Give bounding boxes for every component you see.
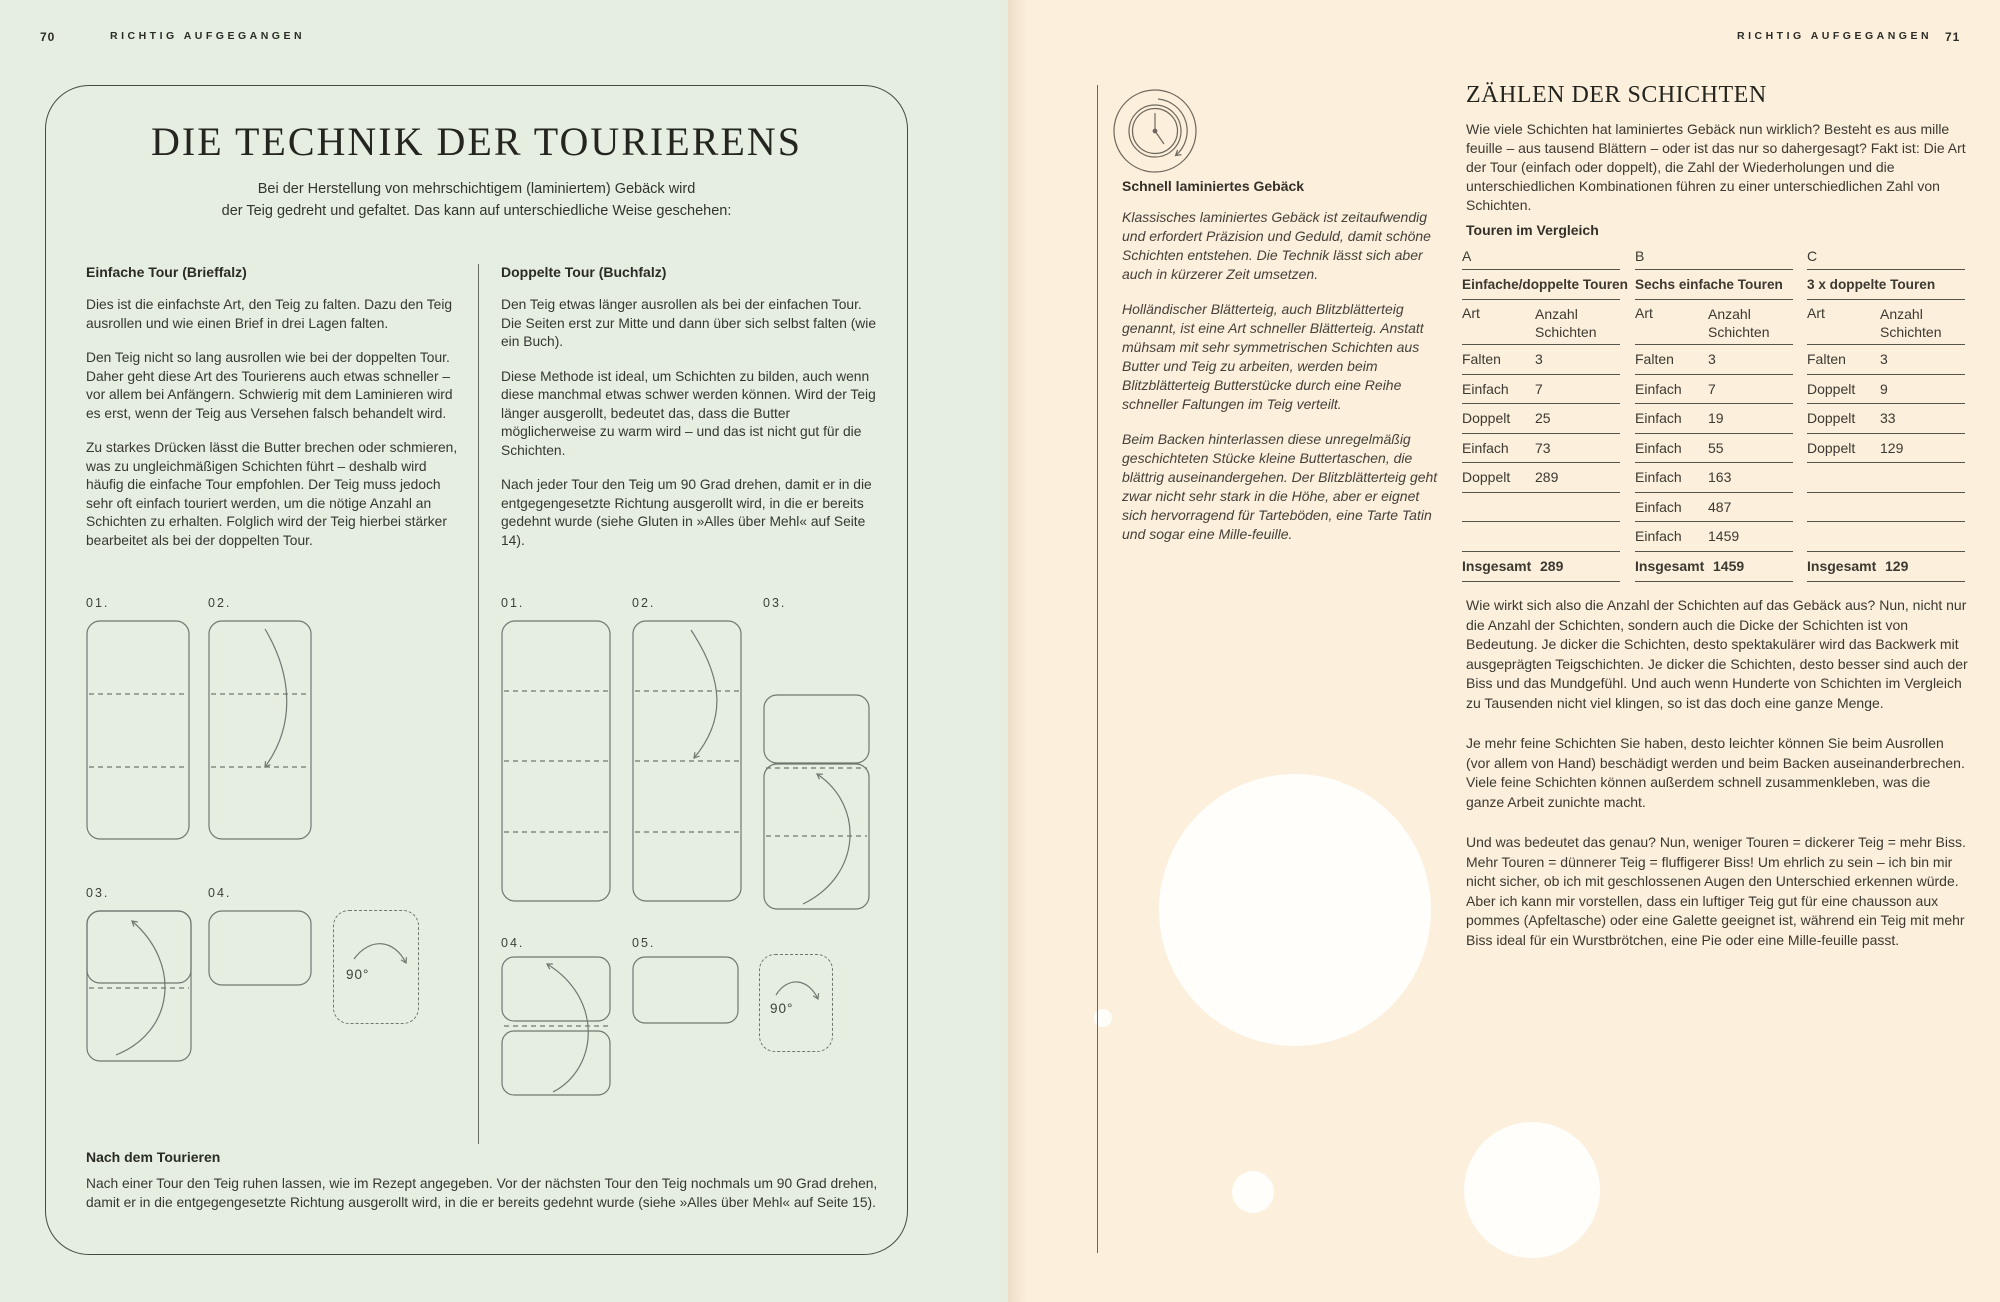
row-value: 25 [1535,410,1551,426]
row-value: 487 [1708,498,1732,515]
table-header-row [1635,300,1793,345]
rotate-label: 90° [770,1001,794,1016]
paragraph: Dies ist die einfachste Art, den Teig zu falten. Dazu den Teig ausrollen und wie einen Brief in drei Lagen falten. [86,297,453,331]
table-row [1635,463,1793,493]
running-head-left: RICHTIG AUFGEGANGEN [110,30,306,42]
row-value: 55 [1708,439,1724,456]
intro-line-2: der Teig gedreht und gefaltet. Das kann auf unterschiedliche Weise geschehen: [221,203,732,219]
header-art: Art [1807,305,1825,321]
row-art: Einfach [1635,380,1682,397]
table-row [1462,345,1620,375]
fold-arrow [803,774,850,904]
row-art: Einfach [1635,498,1682,515]
total-value: 129 [1885,557,1909,574]
table-row-empty [1462,522,1620,552]
decorative-circle-small [1232,1171,1274,1213]
decorative-circle-large [1159,774,1431,1046]
table-column-letter: B [1635,248,1793,270]
table-column-a [1462,248,1628,582]
table-row [1635,522,1793,552]
column-divider [478,264,479,1144]
total-label: Insgesamt [1635,557,1705,574]
fold-bottom-to-middle-diagram [763,694,870,910]
diagram-double-fold [501,596,881,1144]
table-column-title: 3 x doppelte Touren [1807,270,1965,300]
page-title: DIE TECHNIK DER TOURIERENS [151,119,802,164]
header-art: Art [1635,305,1653,321]
table-total-row [1807,552,1965,582]
table-column-b [1635,248,1793,582]
column-heading: Einfache Tour (Brieffalz) [86,264,247,280]
folded-packet-diagram [632,956,739,1024]
diagram-step-label: 05. [632,936,656,950]
table-title: Touren im Vergleich [1466,222,1599,238]
running-head-right: RICHTIG AUFGEGANGEN [1737,30,1933,42]
total-value: 289 [1540,557,1564,574]
table-total-row [1462,552,1620,582]
paragraph: Den Teig etwas länger ausrollen als bei der einfachen Tour. Die Seiten erst zur Mitte und dann über sich selbst falten (wie ein Buch). [501,297,877,349]
after-folding-heading: Nach dem Tourieren [86,1149,221,1165]
aside-body [1122,208,1442,560]
column-double-fold [501,264,879,566]
fold-arrow [265,629,287,767]
row-value: 73 [1535,439,1551,456]
table-row [1635,434,1793,464]
paragraph: Den Teig nicht so lang ausrollen wie bei der doppelten Tour. Daher geht diese Art des Tourierens auch etwas schneller – vor allem bei Anfängern. Schwierig mit dem Laminieren wird es erst, wenn der Teig aus Versehen falsch behandelt wird. [86,350,453,421]
row-value: 7 [1708,380,1716,397]
fold-bottom-third-diagram [86,910,192,1062]
technique-frame [45,85,908,1255]
diagram-step-label: 04. [208,886,232,900]
table-column-title: Einfache/doppelte Touren [1462,270,1620,300]
table-row-empty [1807,522,1965,552]
table-row-empty [1807,493,1965,523]
row-art: Einfach [1635,439,1682,456]
row-art: Falten [1462,351,1501,367]
row-art: Doppelt [1807,439,1856,456]
after-folding-text: Nach einer Tour den Teig ruhen lassen, wie im Rezept angegeben. Vor der nächsten Tour den Teig nochmals um 90 Grad drehen, damit er in die entgegengesetzte Richtung ausgerollt wird, in die er bereits gedehnt wurde (siehe »Alles über Mehl« auf Seite 15). [86,1176,878,1210]
table-row [1807,345,1965,375]
page-gutter-shadow [1008,0,1028,1302]
table-row [1807,434,1965,464]
table-row [1807,404,1965,434]
table-header-row [1462,300,1620,345]
row-art: Einfach [1462,380,1509,397]
intro-text [46,178,907,222]
total-label: Insgesamt [1807,557,1877,574]
table-column-title: Sechs einfache Touren [1635,270,1793,300]
diagram-step-label: 02. [632,596,656,610]
aside-divider [1097,85,1098,1253]
paragraph: Zu starkes Drücken lässt die Butter brechen oder schmieren, was zu ungleichmäßigen Schichten führt – deshalb wird häufig die einfache Tour empfohlen. Der Teig muss jedoch sehr oft einfach touriert werden, um die nötige Anzahl an Schichten zu erhalten. Folglich wird der Teig hierbei stärker bearbeitet als bei der doppelten Tour. [86,440,458,548]
row-art: Doppelt [1807,380,1856,397]
row-art: Falten [1635,351,1674,367]
table-header-row [1807,300,1965,345]
section-heading: ZÄHLEN DER SCHICHTEN [1466,82,1767,108]
row-value: 3 [1880,351,1888,367]
row-value: 163 [1708,469,1732,485]
table-row [1635,345,1793,375]
row-value: 33 [1880,410,1896,426]
table-total-row [1635,552,1793,582]
intro-line-1: Bei der Herstellung von mehrschichtigem (laminiertem) Gebäck wird [257,181,696,197]
table-row [1807,375,1965,405]
rotate-90-indicator [759,954,833,1052]
table-row [1462,404,1620,434]
diagram-step-label: 02. [208,596,232,610]
table-row [1462,463,1620,493]
diagram-step-label: 01. [501,596,525,610]
row-value: 3 [1708,351,1716,367]
aside-paragraph: Klassisches laminiertes Gebäck ist zeitaufwendig und erfordert Präzision und Geduld, damit schöne Schichten entstehen. Die Technik lässt sich aber auch in kürzerer Zeit umsetzen. [1122,209,1431,282]
dough-thirds-diagram [86,620,190,840]
table-row [1462,434,1620,464]
fold-arrow [116,921,165,1055]
fold-top-third-diagram [208,620,312,840]
row-value: 1459 [1708,528,1740,544]
folded-packet-diagram [208,910,312,986]
rotate-label: 90° [346,967,370,982]
diagram-simple-fold [86,596,466,1144]
aside-paragraph: Holländischer Blätterteig, auch Blitzblätterteig genannt, ist eine Art schneller Blätterteig. Anstatt mühsam mit sehr symmetrischen Schichten aus Butter und Teig zu arbeiten, werden beim Blitzblätterteig Butterstücke durch eine Reihe schneller Faltungen im Teig verteilt. [1122,301,1424,412]
header-anzahl: Anzahl Schichten [1535,306,1597,340]
table-column-c [1807,248,1965,582]
page-right [1008,0,2000,1302]
dough-quarters-diagram [501,620,611,902]
table-row-empty [1462,493,1620,523]
header-anzahl: Anzahl Schichten [1880,306,1942,340]
table-row [1635,375,1793,405]
fold-arrow [547,964,588,1092]
section-intro: Wie viele Schichten hat laminiertes Gebäck nun wirklich? Besteht es aus mille feuille – aus tausend Blättern – oder ist das nur so dahergesagt? Fakt ist: Die Art der Tour (einfach oder doppelt), die Zahl der Wiederholungen und die unterschiedlichen Kombinationen führen zu einer unterschiedlichen Zahl von Schichten. [1466,121,1966,213]
table-column-letter: C [1807,248,1965,270]
body-paragraph: Und was bedeutet das genau? Nun, weniger Touren = dickerer Teig = mehr Biss. Mehr Touren = dünnerer Teig = fluffigerer Biss! Um ehrlich zu sein – ich bin mir nicht sicher, ob ich mit geschlossenen Augen den Unterschied erkennen würde. Aber ich kann mir vorstellen, dass ein luftiger Teig gut für eine chausson aux pommes (Apfeltasche) oder eine Galette geeignet ist, während ein Teig mit mehr Biss ideal für ein Wurstbrötchen, eine Pie oder eine Mille-feuille passt. [1466,834,1966,948]
body-paragraph: Je mehr feine Schichten Sie haben, desto leichter können Sie beim Ausrollen (vor allem von Hand) beschädigt werden und beim Backen auseinanderbrechen. Viele feine Schichten können außerdem schnell zusammenkleben, was die ganze Arbeit zunichte macht. [1466,735,1965,810]
page-number-right: 71 [1945,30,1961,44]
aside-heading: Schnell laminiertes Gebäck [1122,178,1305,194]
row-art: Doppelt [1462,410,1511,426]
decorative-circle-medium [1464,1122,1600,1258]
fold-arrow [691,630,717,758]
column-simple-fold [86,264,458,566]
row-art: Doppelt [1462,469,1511,485]
diagram-step-label: 04. [501,936,525,950]
diagram-step-label: 01. [86,596,110,610]
rotate-90-indicator [333,910,419,1024]
row-value: 9 [1880,380,1888,397]
header-anzahl: Anzahl Schichten [1708,306,1770,340]
row-value: 19 [1708,410,1724,426]
paragraph: Nach jeder Tour den Teig um 90 Grad drehen, damit er in die entgegengesetzte Richtung ausgerollt wird, in die er bereits gedehnt wurde (siehe Gluten in »Alles über Mehl« auf Seite 14). [501,477,872,548]
row-value: 7 [1535,380,1543,397]
aside-paragraph: Beim Backen hinterlassen diese unregelmäßig geschichteten Stücke kleine Buttertaschen, die blättrig auseinandergehen. Der Blitzblätterteig geht zwar nicht sehr stark in die Höhe, aber er eignet sich hervorragend für Tarteböden, eine Tarte Tatin und sogar eine Mille-feuille. [1122,431,1438,542]
row-art: Einfach [1462,439,1509,456]
diagram-step-label: 03. [86,886,110,900]
header-art: Art [1462,305,1480,321]
row-value: 129 [1880,439,1904,456]
column-heading: Doppelte Tour (Buchfalz) [501,264,667,280]
row-art: Einfach [1635,528,1682,544]
table-column-letter: A [1462,248,1620,270]
table-row [1635,404,1793,434]
total-value: 1459 [1713,557,1745,574]
row-value: 3 [1535,351,1543,367]
row-art: Einfach [1635,469,1682,485]
table-row [1635,493,1793,523]
book-fold-diagram [501,956,611,1096]
row-art: Doppelt [1807,410,1856,426]
total-label: Insgesamt [1462,557,1532,574]
paragraph: Diese Methode ist ideal, um Schichten zu bilden, auch wenn diese manchmal etwas schwer werden können. Wird der Teig länger ausgerollt, bedeutet das, dass die Butter möglicherweise zu warm wird – und das ist nicht gut für die Schichten. [501,368,876,458]
table-row [1462,375,1620,405]
clock-icon [1112,88,1198,174]
fold-top-quarter-diagram [632,620,742,902]
diagram-step-label: 03. [763,596,787,610]
body-paragraph: Wie wirkt sich also die Anzahl der Schichten auf das Gebäck aus? Nun, nicht nur die Anzahl der Schichten, sondern auch die Dicke der Schichten ist von Bedeutung. Je dicker die Schichten, desto spektakulärer wird das Backwerk mit ausgeprägten Teigschichten. Je dicker die Schichten, desto besser sind auch der Biss und das Mundgefühl. Und auch wenn Hunderte von Schichten im Vergleich zu Tausenden nicht viel klingen, so ist das doch eine ganze Menge. [1466,597,1968,711]
row-art: Falten [1807,351,1846,367]
row-art: Einfach [1635,410,1682,426]
row-value: 289 [1535,469,1559,485]
table-row-empty [1807,463,1965,493]
page-number-left: 70 [40,30,56,44]
section-body [1466,596,1968,971]
